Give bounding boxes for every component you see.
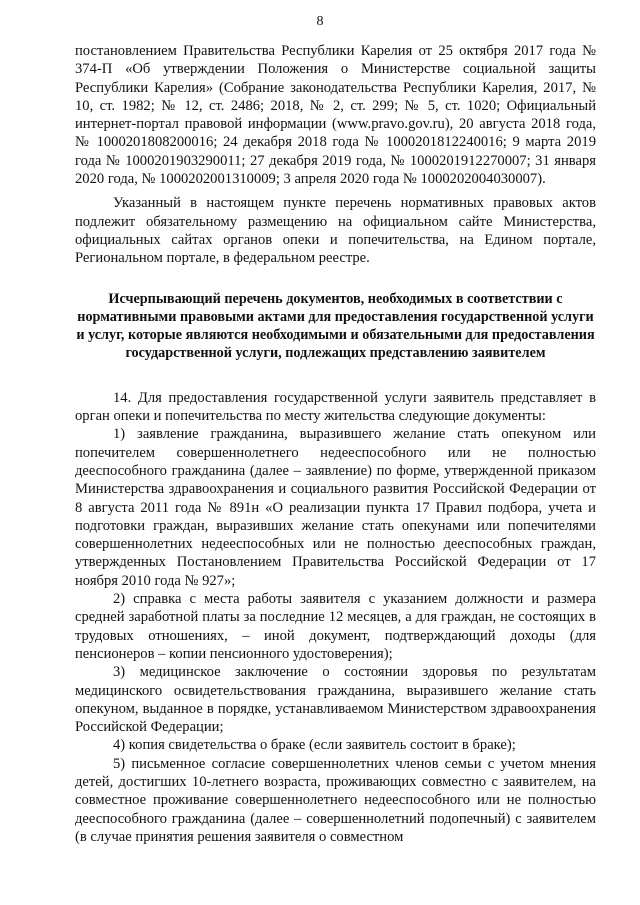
paragraph-publication-note: Указанный в настоящем пункте перечень нормативных правовых актов подлежит обязательному размещению на официальном сайте Министерства, официальных сайтах органов опеки и попечительства, на Едином портале, Региональном портале, в федеральном реестре.: [75, 195, 596, 267]
list-item-5: 5) письменное согласие совершеннолетних членов семьи с учетом мнения детей, достигших 10-летнего возраста, проживающих совместно с заявителем, на совместное проживание совершеннолетнего недееспособного или не полностью дееспособного гражданина (далее – совершеннолетний подопечный) с заявителем (в случае принятия решения заявителя о совместном: [75, 755, 596, 845]
list-item-2: 2) справка с места работы заявителя с указанием должности и размера средней заработной платы за последние 12 месяцев, а для граждан, не состоящих в трудовых отношениях, – иной документ, подтверждающий доходы (для пенсионеров – копии пенсионного удостоверения);: [75, 591, 596, 662]
document-body: [75, 42, 596, 846]
list-item-4: 4) копия свидетельства о браке (если заявитель состоит в браке);: [113, 737, 516, 754]
page-number: 8: [316, 14, 324, 29]
section-heading: Исчерпывающий перечень документов, необходимых в соответствии с нормативными правовыми актами для предоставления государственной услуги и услуг, которые являются необходимыми и обязательными для предоставления государственной услуги, подлежащих представлению заявителем: [76, 290, 595, 362]
paragraph-legal-references: постановлением Правительства Республики Карелия от 25 октября 2017 года № 374-П «Об утверждении Положения о Министерстве социальной защиты Республики Карелия» (Собрание законодательства Республики Карелия, 2017, № 10, ст. 1982; № 12, ст. 2486; 2018, № 2, ст. 299; № 5, ст. 1020; Официальный интернет-портал правовой информации (www.pravo.gov.ru), 20 августа 2018 года, № 1000201808200016; 24 декабря 2018 года № 1000201812240016; 9 марта 2019 года № 1000201903290011; 27 декабря 2019 года, № 1000201912270007; 31 января 2020 года, № 1000202001310009; 3 апреля 2020 года № 1000202004030007).: [75, 43, 596, 188]
list-item-1: 1) заявление гражданина, выразившего желание стать опекуном или попечителем совершеннолетнего недееспособного или не полностью дееспособного гражданина (далее – заявление) по форме, утвержденной приказом Министерства здравоохранения и социального развития Российской Федерации от 8 августа 2011 года № 891н «О реализации пункта 17 Правил подбора, учета и подготовки граждан, выразивших желание стать опекунами или попечителями совершеннолетних недееспособных или не полностью дееспособных граждан, утвержденных Постановлением Правительства Российской Федерации от 17 ноября 2010 года № 927»;: [75, 426, 596, 589]
list-item-3: 3) медицинское заключение о состоянии здоровья по результатам медицинского освидетельствования гражданина, выразившего желание стать опекуном, выданное в порядке, устанавливаемом Министерством здравоохранения Российской Федерации;: [75, 664, 596, 736]
clause-14: 14. Для предоставления государственной услуги заявитель представляет в орган опеки и попечительства по месту жительства следующие документы:: [75, 389, 596, 425]
